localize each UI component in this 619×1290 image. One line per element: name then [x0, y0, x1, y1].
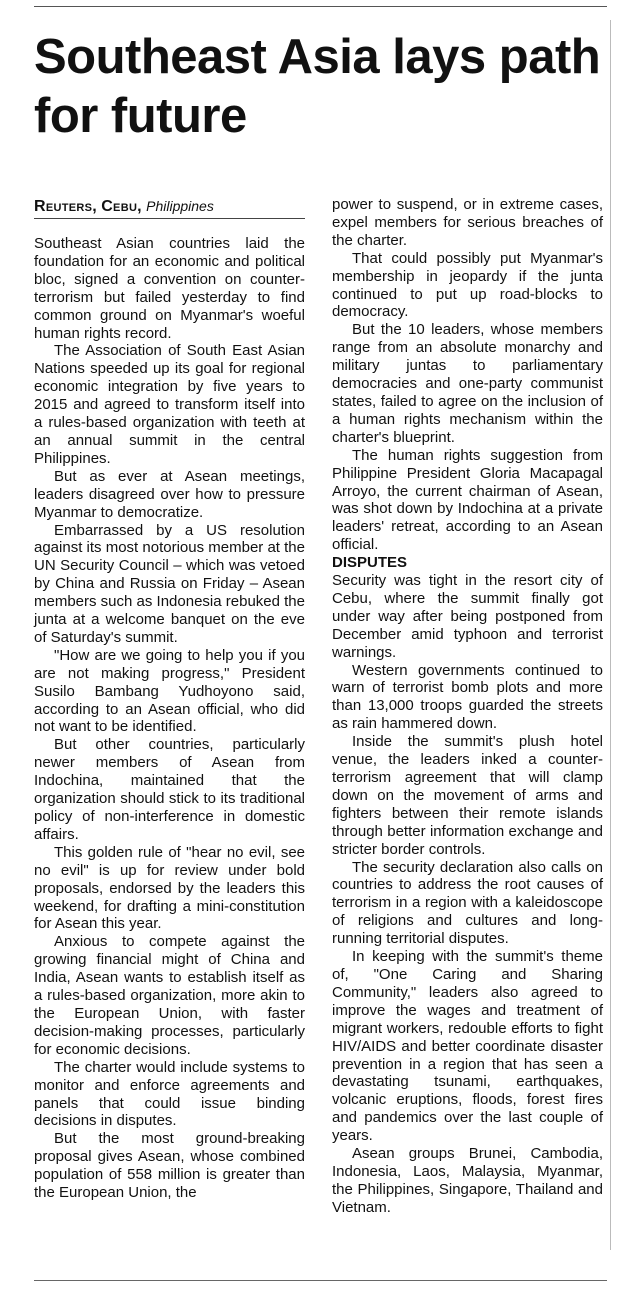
- paragraph: Southeast Asian countries laid the foundation for an economic and political bloc, signed a convention on counter-terrorism but failed yesterday to find common ground on Myanmar's woeful human rights record.: [34, 235, 305, 342]
- paragraph: Embarrassed by a US resolution against its most notorious member at the UN Security Council – which was vetoed by China and Russia on Friday – Asean members such as Indonesia rebuked the junta at a welcome banquet on the eve of Saturday's summit.: [34, 521, 305, 646]
- paragraph: "How are we going to help you if you are not making progress," President Susilo Bambang Yudhoyono said, according to an Asean official, who did not want to be identified.: [34, 646, 305, 736]
- paragraph: The human rights suggestion from Philippine President Gloria Macapagal Arroyo, the current chairman of Asean, was shot down by Indochina at a private leaders' retreat, according to an Asean official.: [332, 446, 603, 554]
- top-rule: [34, 6, 607, 7]
- paragraph: But other countries, particularly newer members of Asean from Indochina, maintained that the organization should stick to its traditional policy of non-interference in domestic affairs.: [34, 736, 305, 843]
- right-edge-rule: [610, 20, 611, 1250]
- paragraph: Asean groups Brunei, Cambodia, Indonesia, Laos, Malaysia, Myanmar, the Philippines, Singapore, Thailand and Vietnam.: [332, 1145, 603, 1216]
- byline-country: Philippines: [146, 198, 214, 214]
- right-column: [332, 196, 603, 1217]
- byline-city: Cebu,: [101, 198, 142, 215]
- byline-agency: Reuters,: [34, 198, 98, 215]
- paragraph: But the 10 leaders, whose members range from an absolute monarchy and military juntas to parliamentary democracies and one-party communist states, failed to agree on the inclusion of a human rights mechanism within the charter's blueprint.: [332, 321, 603, 446]
- paragraph: power to suspend, or in extreme cases, expel members for serious breaches of the charter.: [332, 196, 603, 249]
- paragraph: That could possibly put Myanmar's membership in jeopardy if the junta continued to put up road-blocks to democracy.: [332, 249, 603, 321]
- subhead-disputes: DISPUTES: [332, 554, 408, 572]
- bottom-rule: [34, 1280, 607, 1281]
- paragraph: The charter would include systems to monitor and enforce agreements and panels that could issue binding decisions in disputes.: [34, 1058, 305, 1130]
- paragraph: But as ever at Asean meetings, leaders disagreed over how to pressure Myanmar to democratize.: [34, 467, 305, 521]
- paragraph: The Association of South East Asian Nations speeded up its goal for regional economic integration by five years to 2015 and agreed to transform itself into a rules-based organization with teeth at an annual summit in the central Philippines.: [34, 342, 305, 467]
- paragraph: But the most ground-breaking proposal gives Asean, whose combined population of 558 million is greater than the European Union, the: [34, 1130, 305, 1202]
- paragraph: Anxious to compete against the growing financial might of China and India, Asean wants to establish itself as a rules-based organization, more akin to the European Union, with faster decision-making processes, particularly for economic decisions.: [34, 933, 305, 1058]
- paragraph: Western governments continued to warn of terrorist bomb plots and more than 13,000 troops guarded the streets as rain hammered down.: [332, 661, 603, 733]
- paragraph: Inside the summit's plush hotel venue, the leaders inked a counter-terrorism agreement that will clamp down on the movement of arms and fighters between their remote islands through better information exchange and stricter border controls.: [332, 733, 603, 858]
- byline: [34, 196, 305, 219]
- left-column: [34, 196, 305, 1202]
- paragraph: This golden rule of "hear no evil, see no evil" is up for review under bold proposals, endorsed by the leaders this weekend, for drafting a mini-constitution for Asean this year.: [34, 843, 305, 933]
- paragraph: Security was tight in the resort city of Cebu, where the summit finally got under way after being postponed from December amid typhoon and terrorist warnings.: [332, 572, 603, 661]
- paragraph: The security declaration also calls on countries to address the root causes of terrorism in a region with a kaleidoscope of religions and cultures and long-running territorial disputes.: [332, 858, 603, 948]
- paragraph: In keeping with the summit's theme of, "One Caring and Sharing Community," leaders also agreed to improve the wages and treatment of migrant workers, redouble efforts to fight HIV/AIDS and better coordinate disaster prevention in a region that has seen a devastating tsunami, earthquakes, volcanic eruptions, floods, forest fires and pandemics over the last couple of years.: [332, 948, 603, 1145]
- headline: Southeast Asia lays path for future: [34, 30, 601, 143]
